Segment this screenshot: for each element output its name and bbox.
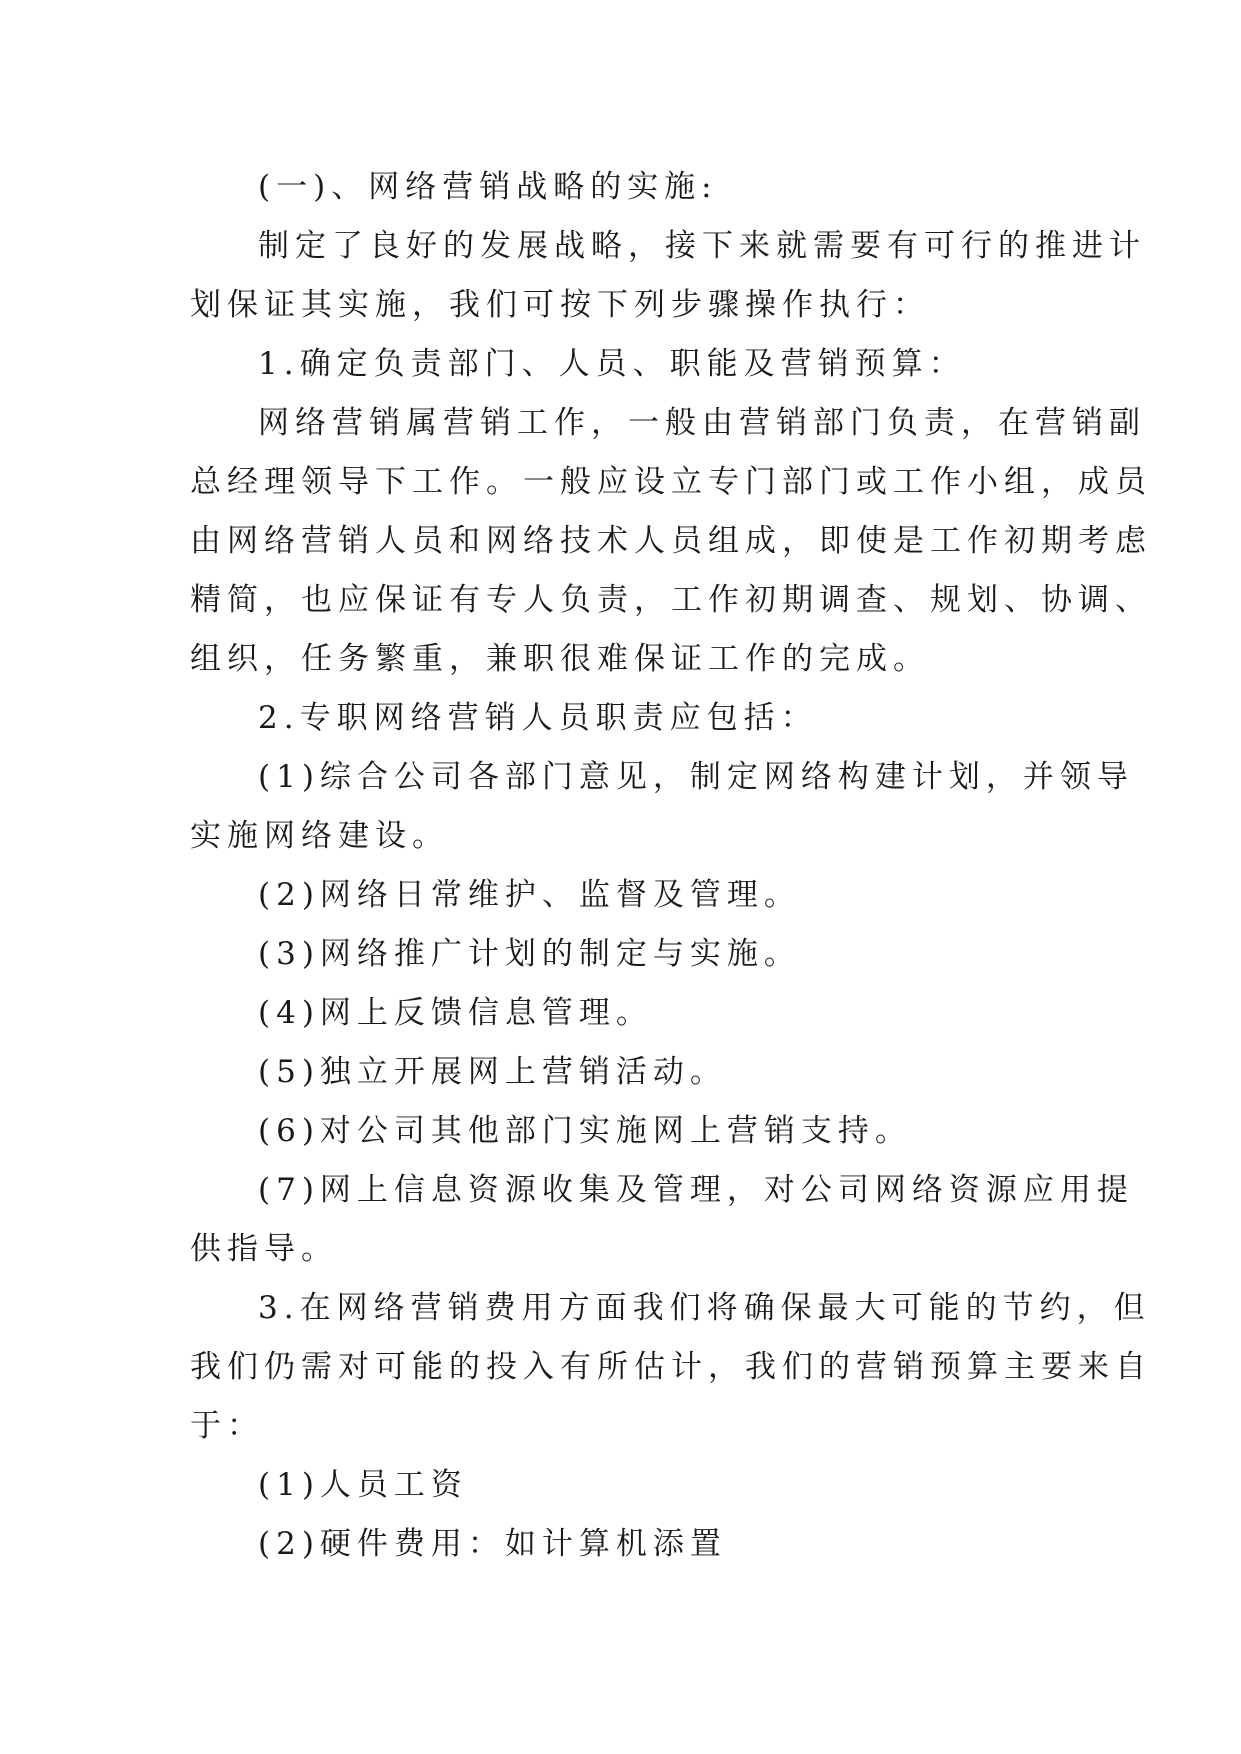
paragraph-line: 网络营销属营销工作，一般由营销部门负责，在营销副 <box>258 405 1146 441</box>
list-item-continuation: 实施网络建设。 <box>190 818 449 854</box>
paragraph-line: 由网络营销人员和网络技术人员组成，即使是工作初期考虑 <box>190 523 1152 559</box>
paragraph-line: 制定了良好的发展战略，接下来就需要有可行的推进计 <box>258 228 1146 264</box>
paragraph-line: 于： <box>190 1408 264 1444</box>
list-item: (1)综合公司各部门意见，制定网络构建计划，并领导 <box>258 759 1134 795</box>
list-item: (1)人员工资 <box>258 1467 468 1503</box>
paragraph-line: 划保证其实施，我们可按下列步骤操作执行： <box>190 287 930 323</box>
paragraph-line: 组织，任务繁重，兼职很难保证工作的完成。 <box>190 641 930 677</box>
paragraph-line: 精简，也应保证有专人负责，工作初期调查、规划、协调、 <box>190 582 1152 618</box>
list-item: (5)独立开展网上营销活动。 <box>258 1054 727 1090</box>
paragraph-line: 我们仍需对可能的投入有所估计，我们的营销预算主要来自 <box>190 1349 1152 1385</box>
list-item: (3)网络推广计划的制定与实施。 <box>258 936 801 972</box>
list-item: (6)对公司其他部门实施网上营销支持。 <box>258 1113 912 1149</box>
list-item: (4)网上反馈信息管理。 <box>258 995 653 1031</box>
numbered-heading: 2.专职网络营销人员职责应包括： <box>258 700 818 736</box>
numbered-heading: 1.确定负责部门、人员、职能及营销预算： <box>258 346 966 382</box>
list-item-continuation: 供指导。 <box>190 1231 338 1267</box>
numbered-heading: 3.在网络营销费用方面我们将确保最大可能的节约，但 <box>258 1290 1151 1326</box>
list-item: (2)硬件费用：如计算机添置 <box>258 1526 727 1562</box>
list-item: (2)网络日常维护、监督及管理。 <box>258 877 801 913</box>
paragraph-line: 总经理领导下工作。一般应设立专门部门或工作小组，成员 <box>190 464 1152 500</box>
list-item: (7)网上信息资源收集及管理，对公司网络资源应用提 <box>258 1172 1134 1208</box>
section-heading: (一)、网络营销战略的实施: <box>258 169 718 205</box>
